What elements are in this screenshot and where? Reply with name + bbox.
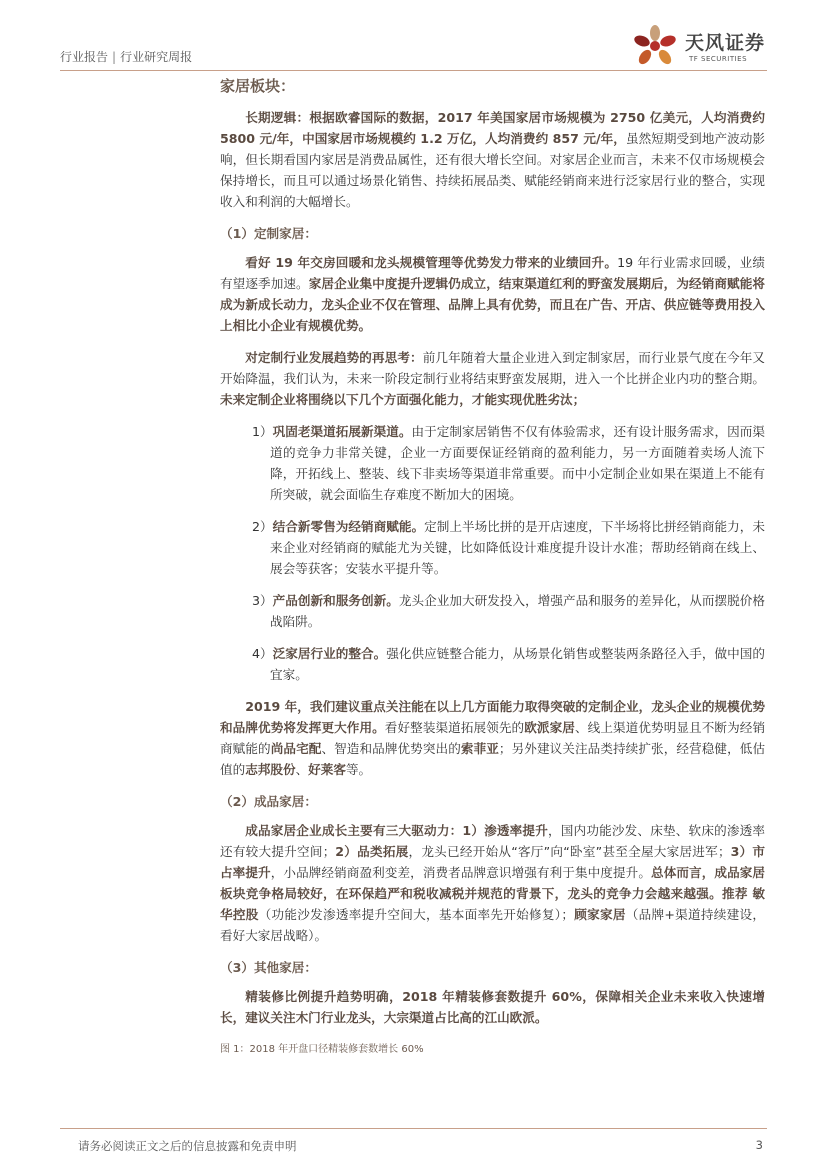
paragraph-finished-furniture <box>220 820 765 946</box>
body-text: ，小品牌经销商盈利变差，消费者品牌意识增强有利于集中度提升。 <box>270 865 652 880</box>
paragraph-long-term-logic <box>220 107 765 212</box>
page-number: 3 <box>755 1138 763 1152</box>
company-name: 尚品宅配 <box>270 741 322 756</box>
bold-text: 对定制行业发展趋势的再思考： <box>245 350 423 365</box>
body-text: ；另外建议关注品类持续扩张，经营稳健，低估值的 <box>220 741 766 777</box>
bold-text: 成品家居企业成长主要有三大驱动力：1）渗透率提升 <box>245 823 548 838</box>
bold-text: 总体而言，成品家居板块竞争格局较好，在环保趋严和税收减税并规范的背景下，龙头的竞争力会越来越强。推荐 敏华控股 <box>220 865 766 922</box>
body-text: 虽然短期受到地产波动影响，但长期看国内家居是消费品属性，还有很大增长空间。对家居企业而言，未来不仅市场规模会保持增长，而且可以通过场景化销售、持续拓展品类、赋能经销商来进行泛家居行业的整合，实现收入和利润的大幅增长。 <box>220 131 765 209</box>
body-text: 、 <box>295 762 309 777</box>
logo-petals-icon <box>627 22 683 72</box>
list-item <box>220 516 765 579</box>
logo-english-name: TF SECURITIES <box>689 55 748 63</box>
subsection-title-finished-furniture: （2）成品家居： <box>220 794 317 809</box>
body-text: ，龙头已经开始从“客厅”向“卧室”甚至全屋大家居进军； <box>408 844 731 859</box>
header-report-type: 行业报告 <box>60 50 109 64</box>
list-number: 4） <box>252 646 273 661</box>
bold-text: 精装修比例提升趋势明确，2018 年精装修套数提升 60%，保障相关企业未来收入快速增长，建议关注木门行业龙头，大宗渠道占比高的江山欧派。 <box>220 989 765 1025</box>
list-number: 1） <box>252 424 273 439</box>
bold-text: 2）品类拓展 <box>335 844 409 859</box>
company-name: 欧派家居 <box>524 720 575 735</box>
body-text: 由于定制家居销售不仅有体验需求，还有设计服务需求，因而渠道的竞争力非常关键，企业一方面要保证经销商的盈利能力，另一方面随着卖场人流下降，开拓线上、整装、线下非卖场等渠道非常重要。而中小定制企业如果在渠道上不能有所突破，就会面临生存难度不断加大的困境。 <box>270 424 766 502</box>
bold-text: 泛家居行业的整合。 <box>272 646 387 661</box>
header-divider <box>60 70 767 71</box>
body-text: 龙头企业加大研发投入，增强产品和服务的差异化，从而摆脱价格战陷阱。 <box>270 593 766 629</box>
footer-disclaimer: 请务必阅读正文之后的信息披露和免责申明 <box>78 1139 297 1153</box>
logo-chinese-name: 天风证券 <box>685 32 766 54</box>
paragraph-custom-rethink <box>220 347 765 410</box>
list-item <box>220 421 765 505</box>
body-text: 前几年随着大量企业进入到定制家居，而行业景气度在今年又开始降温，我们认为，未来一阶段定制行业将结束野蛮发展期，进入一个比拼企业内功的整合期。 <box>220 350 766 386</box>
body-text: 、智造和品牌优势突出的 <box>321 741 461 756</box>
report-body <box>220 76 765 1060</box>
bold-text: 长期逻辑： <box>245 110 310 125</box>
footer-divider <box>60 1128 767 1129</box>
subsection-title-other-furniture: （3）其他家居： <box>220 960 317 975</box>
figure-caption: 图 1：2018 年开盘口径精装修套数增长 60% <box>220 1044 424 1055</box>
paragraph-2019-recommendation <box>220 696 765 780</box>
header-report-name: 行业研究周报 <box>120 50 193 64</box>
body-text: 强化供应链整合能力，从场景化销售或整装两条路径入手，做中国的宜家。 <box>270 646 766 682</box>
list-item <box>220 590 765 632</box>
bold-text: 根据欧睿国际的数据，2017 年美国家居市场规模为 2750 亿美元，人均消费约 5800 元/年，中国家居市场规模约 1.2 万亿，人均消费约 857 元/年， <box>220 110 766 146</box>
list-number: 3） <box>252 593 273 608</box>
body-text: 定制上半场比拼的是开店速度，下半场将比拼经销商能力，未来企业对经销商的赋能尤为关键，比如降低设计难度提升设计水准；帮助经销商在线上、展会等获客；安装水平提升等。 <box>270 519 766 576</box>
company-name: 好莱客 <box>308 762 346 777</box>
company-name: 索菲亚 <box>460 741 499 756</box>
subsection-title-custom-furniture: （1）定制家居： <box>220 226 317 241</box>
company-logo <box>627 22 767 72</box>
bold-text: 巩固老渠道拓展新渠道。 <box>272 424 412 439</box>
list-number: 2） <box>252 519 273 534</box>
bold-text: 2019 年，我们建议重点关注能在以上几方面能力取得突破的定制企业，龙头企业的规模优势和品牌优势将发挥更大作用。 <box>220 699 765 735</box>
bold-text: 产品创新和服务创新。 <box>272 593 399 608</box>
paragraph-other-furniture <box>220 986 765 1028</box>
body-text: 看好整装渠道拓展领先的 <box>384 720 525 735</box>
section-title: 家居板块： <box>220 77 296 95</box>
paragraph-custom-outlook <box>220 252 765 336</box>
header-breadcrumb <box>60 48 192 65</box>
body-text: ，国内功能沙发、床垫、软床的渗透率还有较大提升空间； <box>220 823 766 859</box>
body-text: 等。 <box>345 762 372 777</box>
company-name: 顾家家居 <box>573 907 626 922</box>
bold-text: 结合新零售为经销商赋能。 <box>272 519 425 534</box>
body-text: 19 年行业需求回暖，业绩有望逐季加速。 <box>220 255 766 291</box>
body-text: （品牌+渠道持续建设，看好大家居战略）。 <box>220 907 766 943</box>
bold-text: 未来定制企业将围绕以下几个方面强化能力，才能实现优胜劣汰； <box>220 392 586 407</box>
bold-text: 家居企业集中度提升逻辑仍成立，结束渠道红利的野蛮发展期后，为经销商赋能将成为新成长动力，龙头企业不仅在管理、品牌上具有优势，而且在广告、开店、供应链等费用投入上相比小企业有规模优势。 <box>220 276 766 333</box>
company-name: 志邦股份 <box>245 762 296 777</box>
bold-text: 3）市占率提升 <box>220 844 766 880</box>
body-text: （功能沙发渗透率提升空间大，基本面率先开始修复）； <box>258 907 574 922</box>
list-item <box>220 643 765 685</box>
bold-text: 看好 19 年交房回暖和龙头规模管理等优势发力带来的业绩回升。 <box>245 255 618 270</box>
header-separator: | <box>112 50 117 64</box>
body-text: 、线上渠道优势明显且不断为经销商赋能的 <box>220 720 766 756</box>
